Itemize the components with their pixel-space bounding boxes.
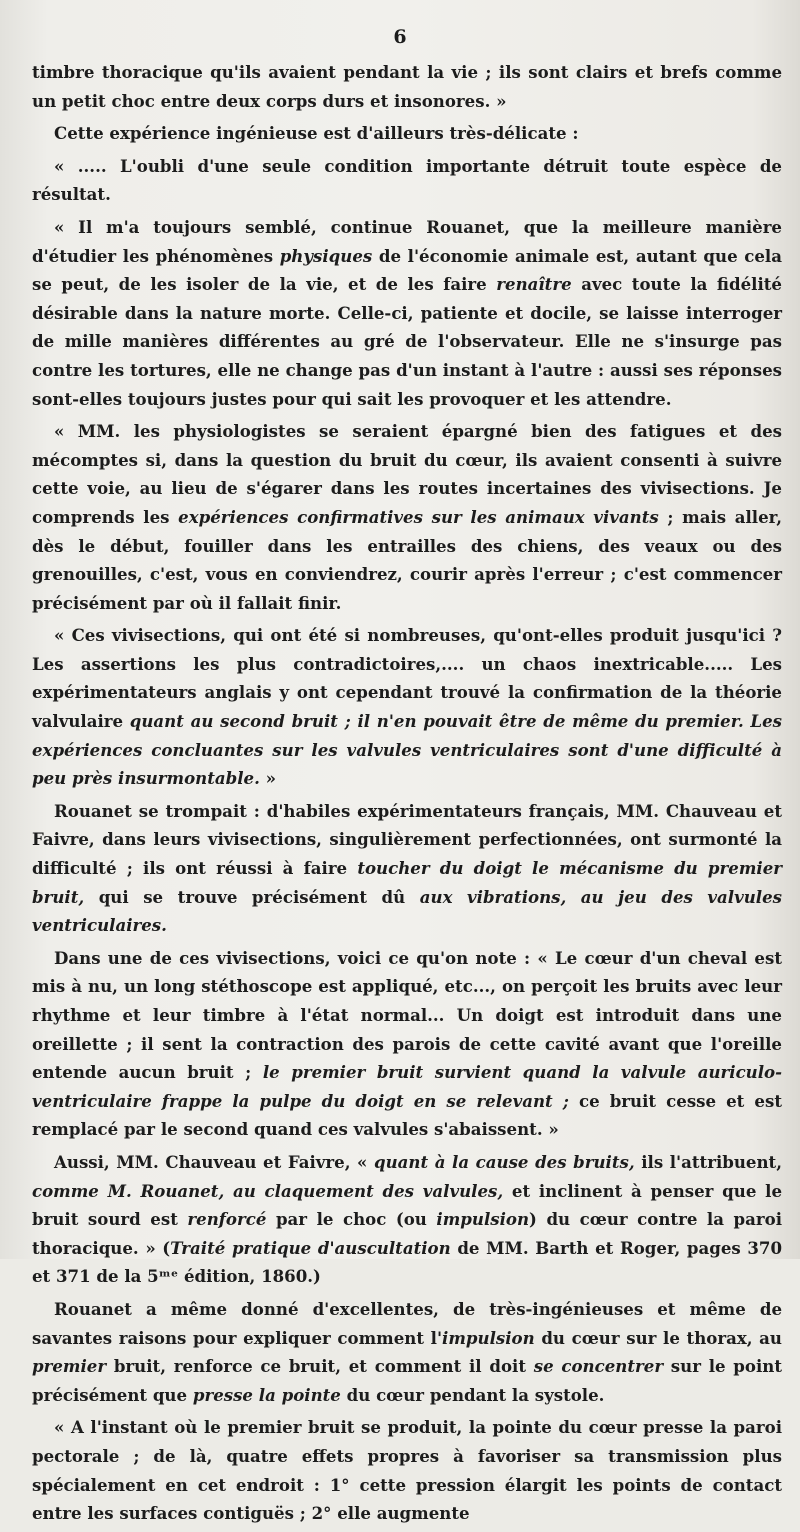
italic-text: se concentrer [533,1356,664,1377]
text-run: ; mais aller, dès le début, fouiller dans les entrailles des chiens, des veaux ou des grenouilles, c'est, vous en conviendrez, courir après l'erreur ; c'est commencer précisément par où il fallait finir. [32,506,782,613]
text-run: timbre thoracique qu'ils avaient pendant la vie ; ils sont clairs et brefs comme un petit choc entre deux corps durs et insonores. » [32,62,782,111]
italic-text: quant à la cause des bruits, [374,1151,635,1172]
text-run: ils l'attribuent, [634,1151,782,1172]
text-run: ) du cœur contre la paroi thoracique. » ( [32,1209,782,1258]
text-run: de l'économie animale est, autant que cela se peut, de les isoler de la vie, et de les faire [32,245,782,295]
paragraph [32,1413,782,1527]
italic-text: aux vibrations, au jeu des valvules ventriculaires. [32,886,782,936]
italic-text: expériences confirmatives sur les animaux vivants [178,506,659,527]
text-run: « MM. les physiologistes se seraient épargné bien des fatigues et des mécomptes si, dans la question du bruit du cœur, ils avaient consenti à suivre cette voie, au lieu de s'égarer dans les routes incertaines des vivisections. Je comprends les [32,421,782,527]
italic-text: impulsion [436,1209,530,1230]
paragraph [32,58,782,115]
paragraph [32,1148,782,1291]
paragraph [32,213,782,413]
italic-text: Traité pratique d'auscultation [170,1237,451,1258]
italic-text: le premier bruit survient quand la valvule auriculo-ventriculaire frappe la pulpe du doigt en se relevant ; [32,1062,783,1111]
text-run: Rouanet a même donné d'excellentes, de très-ingénieuses et même de savantes raisons pour expliquer comment l' [32,1298,782,1348]
text-run: « ..... L'oubli d'une seule condition importante détruit toute espèce de résultat. [32,155,782,205]
text-run: Rouanet se trompait : d'habiles expérimentateurs français, MM. Chauveau et Faivre, dans leurs vivisections, singulièrement perfectionnées, ont surmonté la difficulté ; ils ont réussi à faire [32,800,782,879]
text-run: qui se trouve précisément dû [84,886,420,907]
text-run: avec toute la fidélité désirable dans la nature morte. Celle-ci, patiente et docile, se laisse interroger de mille manières différentes au gré de l'observateur. Elle ne s'insurge pas contre les tortures, elle ne change pas d'un instant à l'autre : aussi ses réponses sont-elles toujours justes pour qui sait les provoquer et les attendre. [32,274,782,409]
text-run: par le choc (ou [266,1209,437,1230]
text-run: du cœur sur le thorax, au [534,1327,782,1348]
paragraph [32,621,782,793]
text-run: « Ces vivisections, qui ont été si nombreuses, qu'ont-elles produit jusqu'ici ? Les assertions les plus contradictoires,.... un chaos inextricable..... Les expérimentateurs anglais y ont cependant trouvé la confirmation de la théorie valvulaire [32,625,782,732]
paragraph [32,152,782,209]
italic-text: renforcé [187,1209,267,1230]
text-run: Cette expérience ingénieuse est d'ailleurs très-délicate : [54,123,579,144]
italic-text: premier [32,1356,107,1377]
text-run: de MM. Barth et Roger, pages 370 et 371 de la 5ᵐᵉ édition, 1860.) [32,1237,782,1287]
italic-text: presse la pointe [192,1384,341,1405]
text-run: bruit, renforce ce bruit, et comment il doit [106,1356,534,1377]
text-run: du cœur pendant la systole. [340,1384,605,1405]
paragraph [32,797,782,940]
paragraph [32,1295,782,1409]
page-number: 6 [393,26,407,48]
italic-text: physiques [279,245,373,266]
paragraph [32,417,782,617]
text-run: Aussi, MM. Chauveau et Faivre, « [54,1151,374,1172]
italic-text: quant au second bruit ; il n'en pouvait être de même du premier. Les expériences concluantes sur les valvules ventriculaires sont d'une difficulté à peu près insurmontable. [32,711,782,789]
text-run: Dans une de ces vivisections, voici ce qu'on note : « Le cœur d'un cheval est mis à nu, un long stéthoscope est appliqué, etc..., on perçoit les bruits avec leur rhythme et leur timbre à l'état normal... Un doigt est introduit dans une oreillette ; il sent la contraction des parois de cette cavité avant que l'oreille entende aucun bruit ; [32,947,782,1083]
text-run: sur le point précisément que [32,1356,782,1405]
italic-text: toucher du doigt le mécanisme du premier bruit, [32,858,782,907]
paragraph [32,119,782,148]
text-run: » [259,768,277,789]
italic-text: impulsion [442,1327,535,1348]
text-run: ce bruit cesse et est remplacé par le second quand ces valvules s'abaissent. » [32,1090,782,1140]
italic-text: renaître [496,274,572,295]
text-run: et inclinent à penser que le bruit sourd est [32,1180,782,1230]
text-run: « A l'instant où le premier bruit se produit, la pointe du cœur presse la paroi pectorale ; de là, quatre effets propres à favoriser sa transmission plus spécialement en cet endroit : 1° cette pression élargit les points de contact entre les surfaces contiguës ; 2° elle augmente [32,1417,782,1524]
italic-text: comme M. Rouanet, au claquement des valvules, [32,1180,504,1201]
paragraph [32,944,782,1144]
body-text [32,58,782,1532]
text-run: « Il m'a toujours semblé, continue Rouanet, que la meilleure manière d'étudier les phénomènes [32,216,782,266]
